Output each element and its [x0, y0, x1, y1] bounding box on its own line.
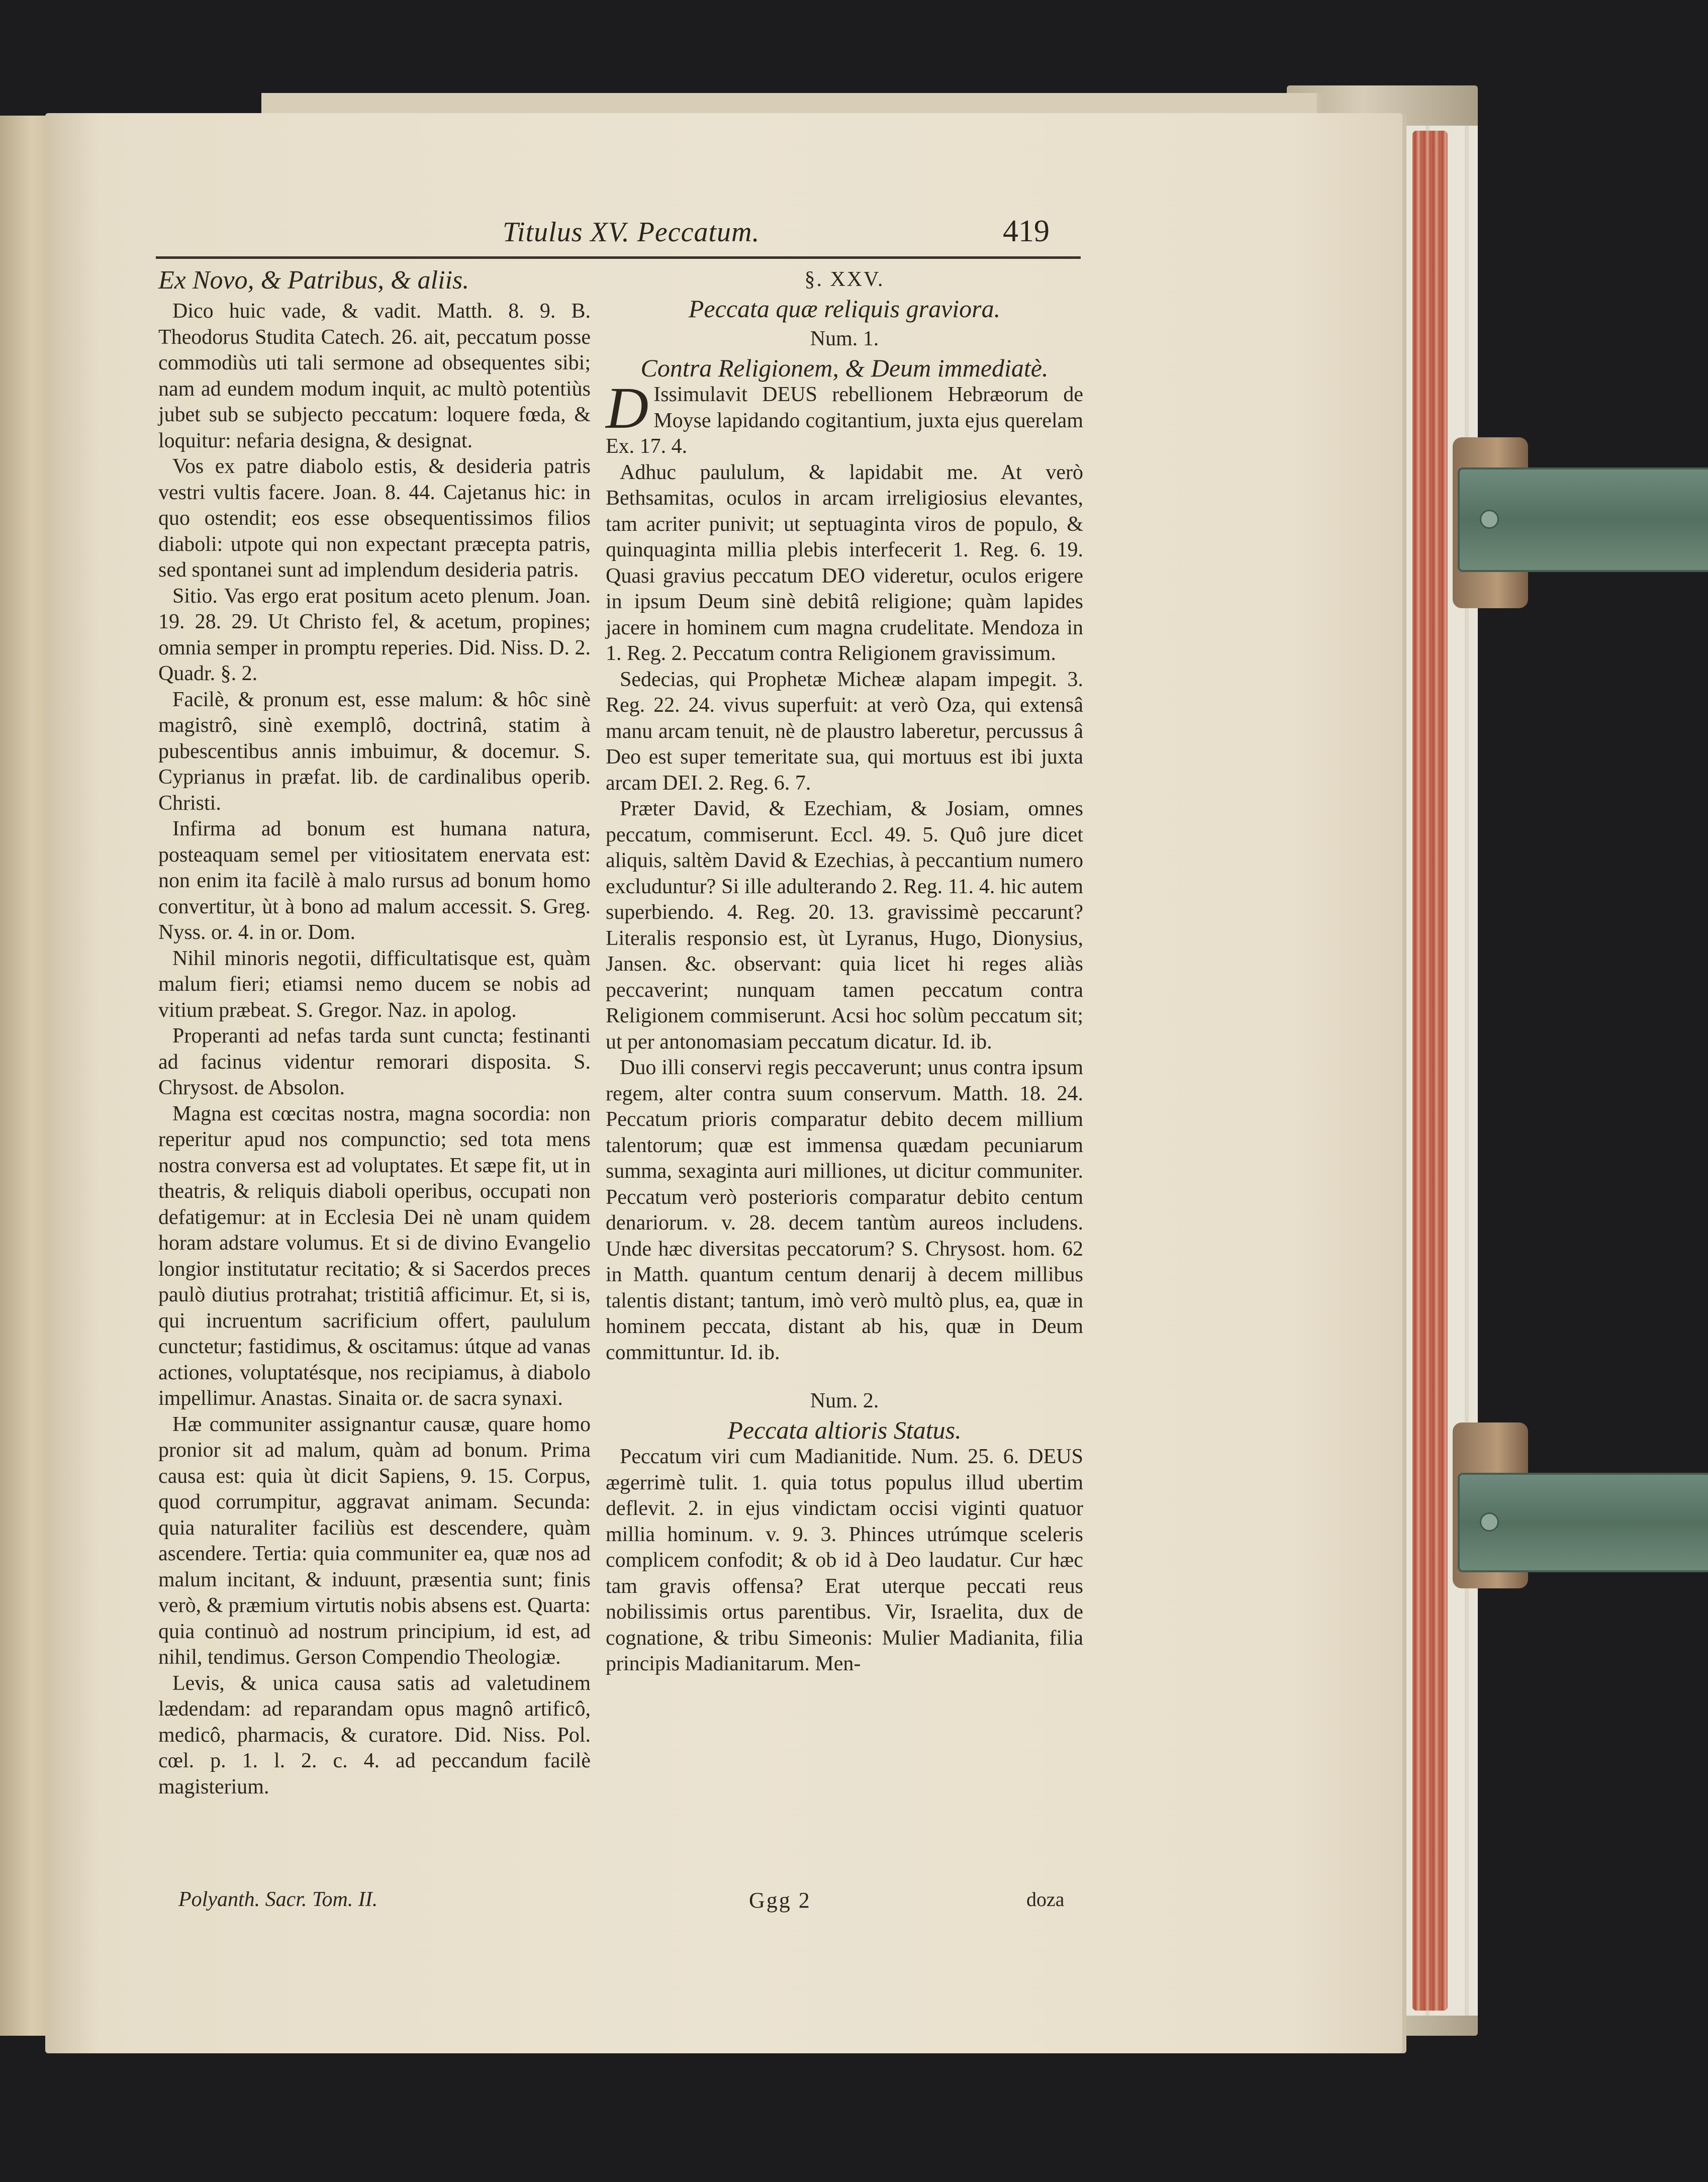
- paragraph: Levis, & unica causa satis ad valetudinem lædendam: ad reparandam opus magnô artificô, medicô, pharmacis, & curatore. Did. Niss. Pol. cœl. p. 1. l. 2. c. 4. ad peccandum facilè magisterium.: [158, 1671, 591, 1798]
- paragraph: Præter David, & Ezechiam, & Josiam, omnes peccatum, commiserunt. Eccl. 49. 5. Quô jure dicet aliquis, saltèm David & Ezechias, à peccantium numero excluduntur? Si ille adulterando 2. Reg. 11. 4. hic autem superbiendo. 4. Reg. 20. 13. gravissimè peccarunt? Literalis responsio est, ùt Lyranus, Hugo, Dionysius, Jansen. &c. observant: quia licet hi reges aliàs peccaverint; nunquam tamen peccatum contra Religionem commiserunt. Acsi hoc solùm peccatum sit; ut per antonomasiam peccatum dicatur. Id. ib.: [606, 797, 1083, 1054]
- subsection-title: Peccata altioris Status.: [727, 1416, 962, 1444]
- drop-capital: D: [606, 375, 649, 441]
- paragraph: Adhuc paululum, & lapidabit me. At verò Bethsamitas, oculos in arcam irreligiosius elevantes, tam acriter punivit; ut septuaginta viros de populo, & quinquaginta millia plebis interfecerit 1. Reg. 6. 19. Quasi gravius peccatum DEO videretur, oculos erigere in ipsum Deum sinè debitâ religione; quàm lapides jacere in hominem cum magna crudelitate. Mendoza in 1. Reg. 2. Peccatum contra Religionem gravissimum.: [606, 460, 1083, 665]
- running-title: Titulus XV. Peccatum.: [503, 217, 760, 248]
- book-page: [45, 113, 1402, 2053]
- right-column: [606, 265, 1083, 1677]
- opening-paragraph: [606, 375, 1083, 460]
- paragraph: Properanti ad nefas tarda sunt cuncta; festinanti ad facinus videntur remorari disposita. S. Chrysost. de Absolon.: [158, 1024, 591, 1099]
- section-title: Peccata quæ reliquis graviora.: [688, 295, 1001, 323]
- page-number: 419: [1003, 214, 1050, 248]
- paragraph: Sitio. Vas ergo erat positum aceto plenum. Joan. 19. 28. 29. Ut Christo fel, & acetum, propines; omnia semper in promptu reperies. Did. Niss. D. 2. Quadr. §. 2.: [158, 584, 591, 685]
- volume-footer: Polyanth. Sacr. Tom. II.: [178, 1888, 378, 1911]
- paragraph: Facilè, & pronum est, esse malum: & hôc sinè magistrô, sinè exemplô, doctrinâ, statim à pubescentibus annis imbuimur, & docemur. S. Cyprianus in præfat. lib. de cardinalibus operib. Christi.: [158, 688, 591, 815]
- paragraph: Magna est cœcitas nostra, magna socordia: non reperitur apud nos compunctio; sed tota mens nostra conversa est ad voluptates. Et sæpe fit, ut in theatris, & reliquis diaboli operibus, occupati non defatigemur: at in Ecclesia Dei nè unam quidem horam adstare volumus. Et si de divino Evangelio longior institutatur recitatio; & si Sacerdos preces paulò diutius protrahat; tristitiâ afficimur. Et, si is, qui incruentum sacrificium offert, paululum cunctetur; fastidimus, & oscitamus: útque ad vanas actiones, voluptatésque, nos recipiamus, à diabolo impellimur. Anastas. Sinaita or. de sacra synaxi.: [158, 1102, 591, 1410]
- paragraph: Infirma ad bonum est humana natura, posteaquam semel per vitiositatem enervata est: non enim ita facilè à malo rursus ad bonum homo convertitur, ùt à bono ad malum accessit. S. Greg. Nyss. or. 4. in or. Dom.: [158, 817, 591, 944]
- catchword: doza: [1026, 1888, 1065, 1911]
- paragraph: Sedecias, qui Prophetæ Micheæ alapam impegit. 3. Reg. 22. 24. vivus superfuit: at verò Oza, qui extensâ manu arcam tenuit, nè de plaustro laberetur, percussus â Deo est super temeritate sua, qui mortuus est ibi juxta arcam DEI. 2. Reg. 6. 7.: [606, 668, 1083, 795]
- spacer: [606, 1366, 1083, 1386]
- paragraph: Hæ communiter assignantur causæ, quare homo pronior sit ad malum, quàm ad bonum. Prima causa est: quia ùt dicit Sapiens, 9. 15. Corpus, quod corrumpitur, aggravat animam. Secunda: quia naturaliter faciliùs est descendere, quàm ascendere. Tertia: quia communiter ea, quæ nos ad malum incitant, & induunt, præsentia sunt; finis verò, & præmium virtutis nobis absens est. Quarta: quia continuò ad nostrum principium, id est, ad nihil, tendimus. Gerson Compendio Theologiæ.: [158, 1412, 591, 1669]
- subsection-title: Contra Religionem, & Deum immediatè.: [640, 354, 1049, 382]
- rivet-icon: [1480, 1512, 1499, 1532]
- subsection-number: Num. 1.: [810, 327, 879, 350]
- paragraph: Dico huic vade, & vadit. Matth. 8. 9. B. Theodorus Studita Catech. 26. ait, peccatum posse commodiùs uti tali sermone ad obsequentes sibi; nam ad eundem modum inquit, ac multò potentiùs jubet sub se subjecto peccatum: loquere fœda, & loquitur: nefaria designa, & designat.: [158, 300, 591, 452]
- lower-clasp: [1458, 1473, 1708, 1572]
- paragraph: Duo illi conservi regis peccaverunt; unus contra ipsum regem, alter contra suum conservum. Matth. 18. 24. Peccatum prioris comparatur debito decem millium talentorum; quæ est immensa quædam pecuniarum summa, sexaginta auri milliones, ut dicitur communiter. Peccatum verò posterioris comparatur debito centum denariorum. v. 28. decem tantùm aureos includens. Unde hæc diversitas peccatorum? S. Chrysost. hom. 62 in Matth. quantum centum denarij à decem millibus talentis distant; tantum, imò verò multò plus, ea, quæ in hominem peccata, distant ab his, quæ in Deum committuntur. Id. ib.: [606, 1056, 1083, 1364]
- paragraph-text: Issimulavit DEUS rebellionem Hebræorum de Moyse lapidando cogitantium, juxta ejus querelam Ex. 17. 4.: [606, 383, 1083, 458]
- rivet-icon: [1480, 510, 1499, 529]
- upper-clasp: [1458, 467, 1708, 572]
- left-column-heading: Ex Novo, & Patribus, & aliis.: [158, 266, 469, 295]
- header-rule: [156, 256, 1081, 259]
- left-column: [158, 265, 591, 1800]
- signature-mark: Ggg 2: [749, 1888, 811, 1913]
- red-page-edges: [1412, 131, 1448, 2011]
- paragraph: Peccatum viri cum Madianitide. Num. 25. 6. DEUS ægerrimè tulit. 1. quia totus populus illud ubertim deflevit. 2. in ejus vindictam occisi viginti quatuor millia hominum. v. 9. 3. Phinces utrúmque sceleris complicem confodit; & ob id à Deo laudatur. Cur hæc tam gravis offensa? Erat uterque peccati reus nobilissimis ortus parentibus. Vir, Israelita, dux de cognatione, & tribu Simeonis: Mulier Madianita, filia principis Madianitarum. Men-: [606, 1445, 1083, 1675]
- subsection-number: Num. 2.: [810, 1389, 879, 1412]
- paragraph: Nihil minoris negotii, difficultatisque est, quàm malum fieri; etiamsi nemo ducem se nobis ad vitium præbeat. S. Gregor. Naz. in apolog.: [158, 946, 591, 1022]
- section-mark: §. XXV.: [804, 268, 885, 291]
- paragraph: Vos ex patre diabolo estis, & desideria patris vestri vultis facere. Joan. 8. 44. Cajetanus hic: in quo ostendit; eos esse obsequentissimos filios diaboli: utpote qui non expectant præcepta patris, sed spontanei sunt ad implendum desideria patris.: [158, 455, 591, 582]
